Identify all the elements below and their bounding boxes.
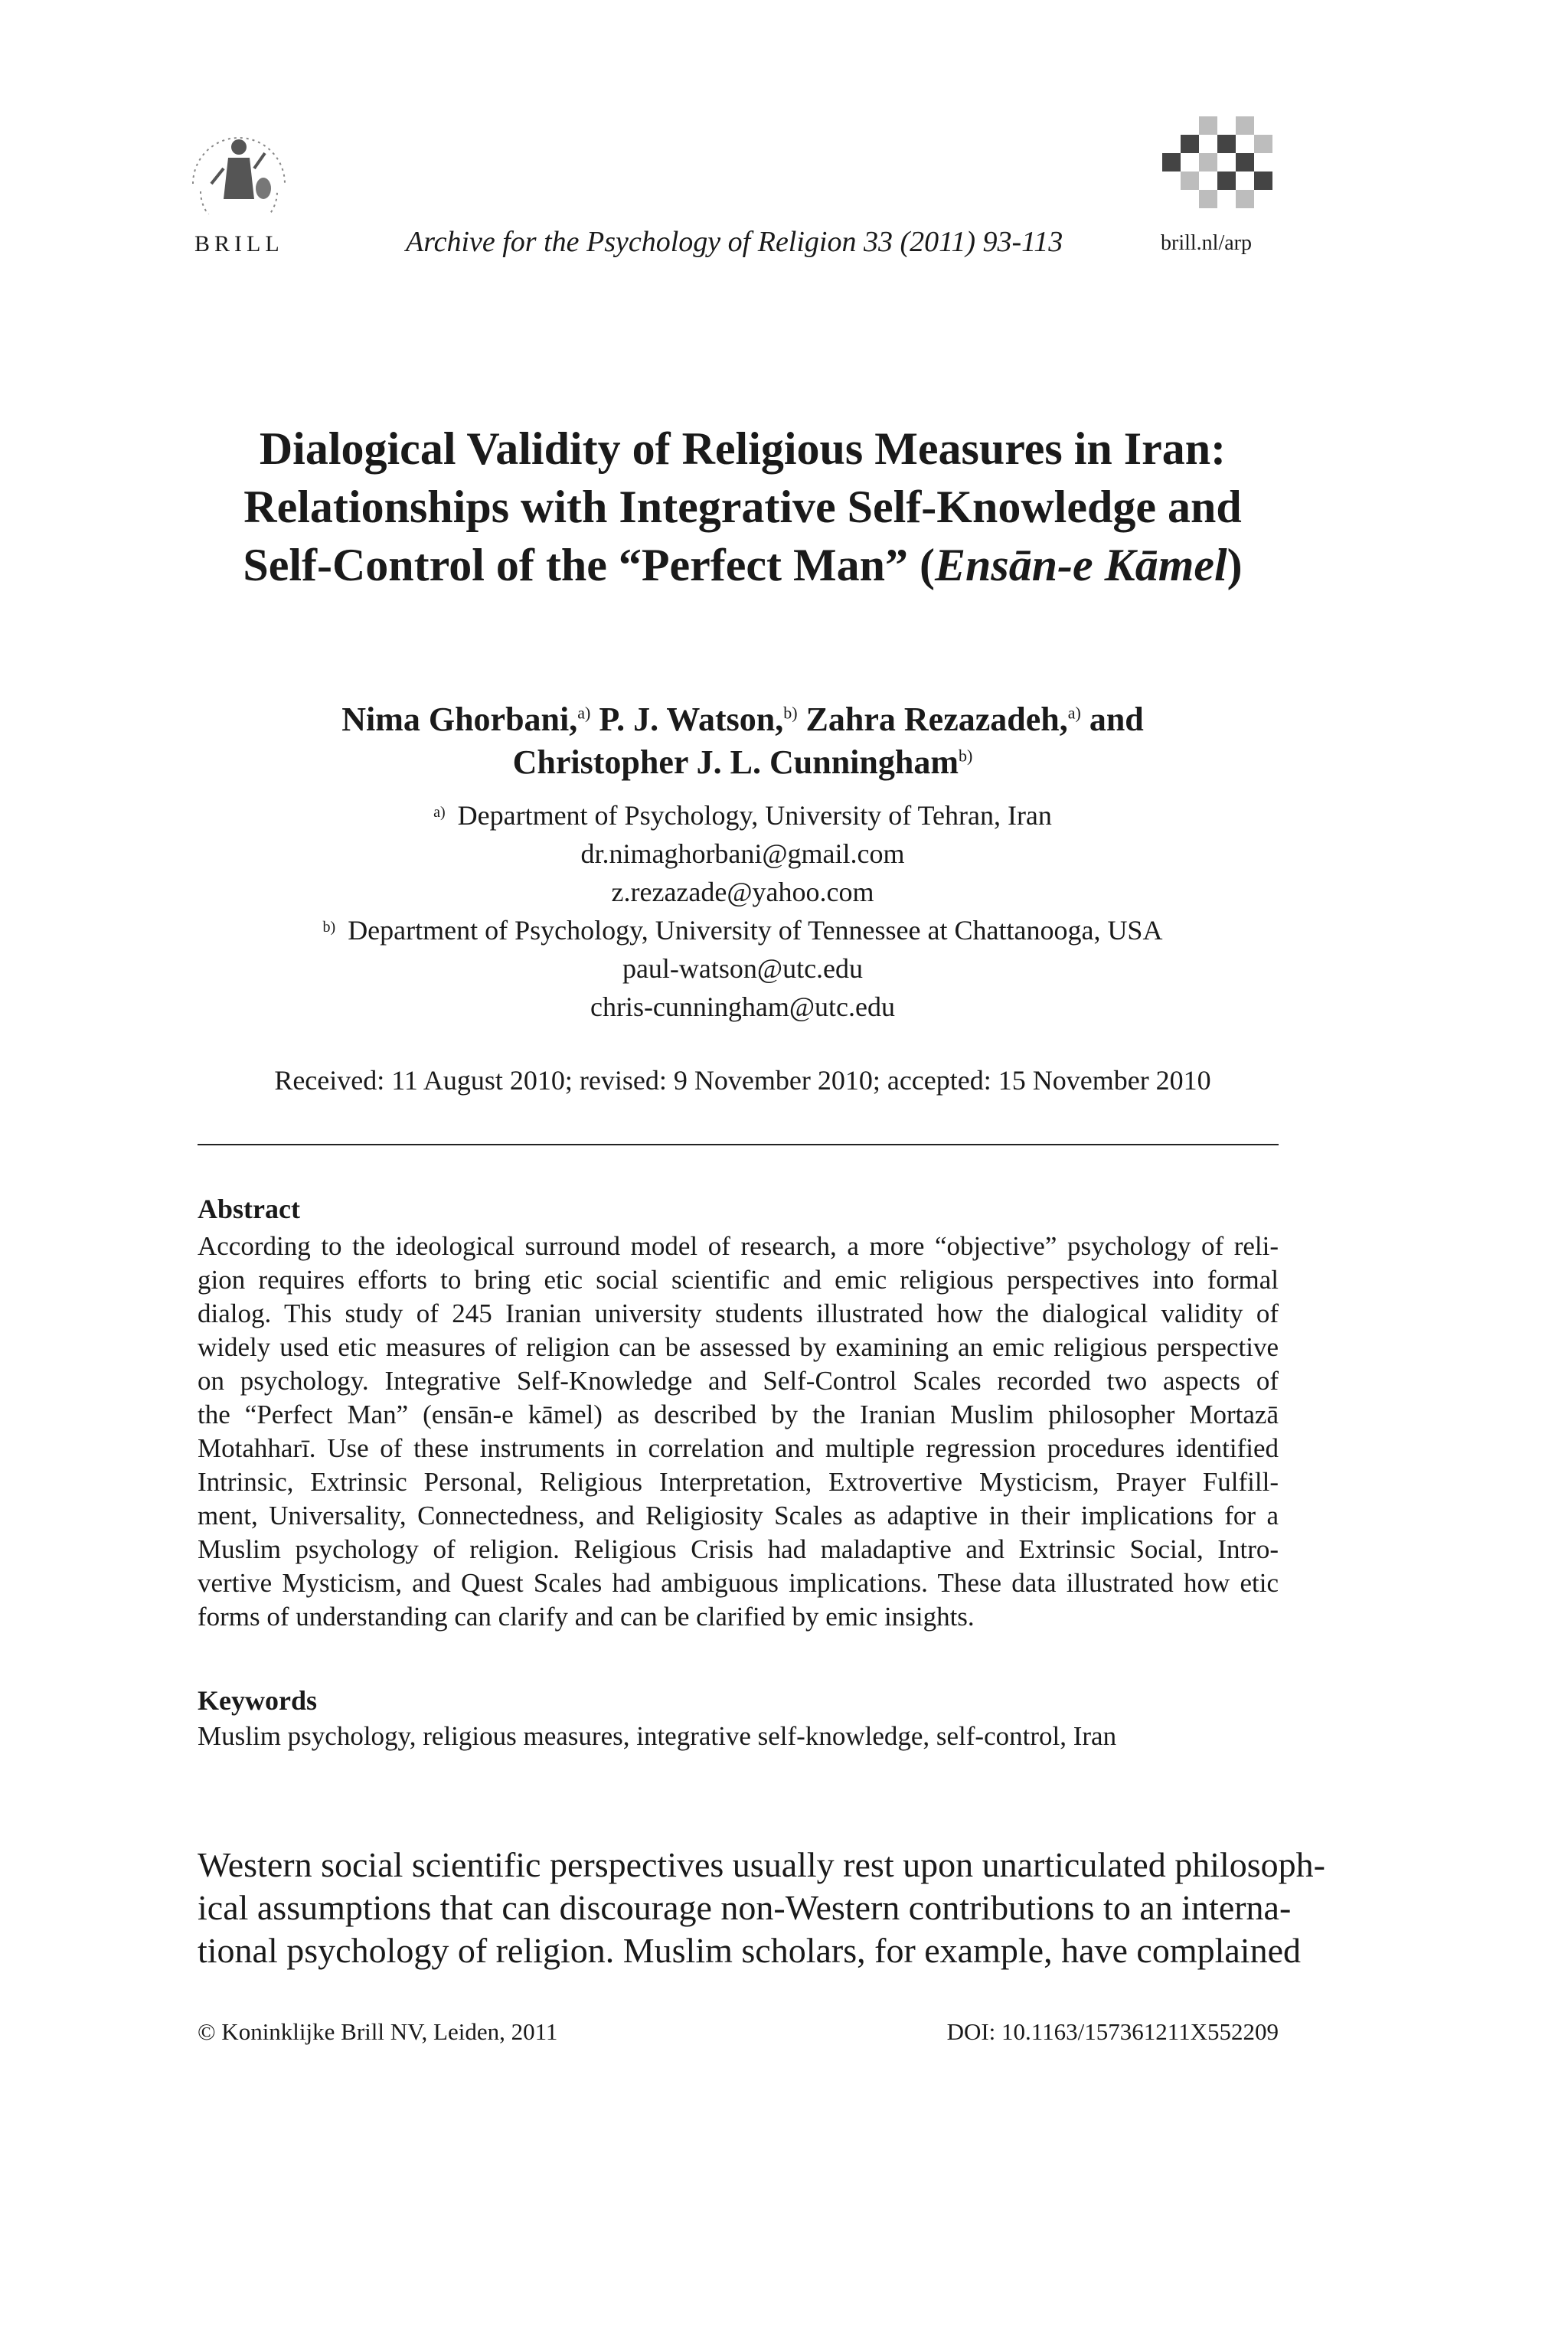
keywords-heading: Keywords — [198, 1685, 317, 1716]
email-watson[interactable]: paul-watson@utc.edu — [622, 953, 864, 984]
body-paragraph — [198, 1844, 1325, 1972]
affiliation-a-mark: a) — [433, 804, 446, 821]
author-3: Zahra Rezazadeh, — [797, 701, 1068, 738]
author-2: P. J. Watson, — [590, 701, 784, 738]
abstract-heading: Abstract — [198, 1194, 300, 1224]
abstract-body — [198, 1230, 1279, 1634]
affiliation-a-dept: Department of Psychology, University of Tehran, Iran — [457, 800, 1052, 831]
title-line-3-prefix: Self-Control of the “Perfect Man” ( — [243, 540, 935, 590]
publisher-wordmark: BRILL — [194, 231, 284, 256]
title-line-3-suffix: ) — [1227, 540, 1243, 590]
author-and: and — [1080, 701, 1144, 738]
author-4: Christopher J. L. Cunningham — [512, 743, 959, 781]
abstract-line: dialog. This study of 245 Iranian university students illustrated how the dialogical validity of — [198, 1298, 1279, 1328]
author-2-mark: b) — [783, 703, 798, 723]
body-line: tional psychology of religion. Muslim scholars, for example, have complained — [198, 1931, 1302, 1970]
article-title — [115, 420, 1370, 594]
author-list — [115, 698, 1370, 784]
abstract-line: forms of understanding can clarify and can be clarified by emic insights. — [198, 1602, 975, 1632]
submission-dates: Received: 11 August 2010; revised: 9 November 2010; accepted: 15 November 2010 — [274, 1065, 1211, 1096]
affiliations — [115, 796, 1370, 1026]
abstract-line: vertive Mysticism, and Quest Scales had ambiguous implications. These data illustrated how etic — [198, 1568, 1279, 1598]
author-1-mark: a) — [577, 703, 591, 723]
author-line-2 — [115, 741, 1370, 784]
abstract-line: Intrinsic, Extrinsic Personal, Religious Interpretation, Extrovertive Mysticism, Prayer Fulfill- — [198, 1467, 1279, 1497]
author-line-1 — [115, 698, 1370, 741]
affiliation-a — [115, 796, 1370, 835]
body-line: Western social scientific perspectives usually rest upon unarticulated philosoph- — [198, 1845, 1325, 1884]
abstract-line: Muslim psychology of religion. Religious Crisis had maladaptive and Extrinsic Social, Intro- — [198, 1534, 1279, 1564]
email-ghorbani[interactable]: dr.nimaghorbani@gmail.com — [580, 838, 905, 869]
author-4-mark: b) — [959, 746, 973, 766]
keywords-list: Muslim psychology, religious measures, integrative self-knowledge, self-control, Iran — [198, 1721, 1117, 1751]
email-rezazadeh[interactable]: z.rezazade@yahoo.com — [611, 877, 874, 907]
journal-reference: Archive for the Psychology of Religion 33 (2011) 93-113 — [406, 226, 1063, 258]
author-1: Nima Ghorbani, — [341, 701, 578, 738]
abstract-line: According to the ideological surround model of research, a more “objective” psychology of reli- — [198, 1231, 1279, 1261]
abstract-line: Motahharī. Use of these instruments in correlation and multiple regression procedures identified — [198, 1433, 1279, 1463]
author-3-mark: a) — [1067, 703, 1081, 723]
affiliation-b — [115, 911, 1370, 949]
journal-url: brill.nl/arp — [1161, 231, 1252, 255]
abstract-line: the “Perfect Man” (ensān-e kāmel) as described by the Iranian Muslim philosopher Mortazā — [198, 1400, 1279, 1429]
title-line-3 — [115, 536, 1370, 594]
title-italic-term: Ensān-e Kāmel — [934, 540, 1227, 590]
abstract-line: gion requires efforts to bring etic social scientific and emic religious perspectives into formal — [198, 1265, 1279, 1295]
brill-seal-icon — [178, 115, 300, 214]
title-line-2: Relationships with Integrative Self-Knowledge and — [243, 482, 1242, 532]
copyright-notice: © Koninklijke Brill NV, Leiden, 2011 — [198, 2018, 558, 2045]
title-line-1: Dialogical Validity of Religious Measures in Iran: — [259, 423, 1227, 474]
pixel-mosaic-logo-icon — [1162, 116, 1279, 211]
abstract-line: ment, Universality, Connectedness, and Religiosity Scales as adaptive in their implications for a — [198, 1501, 1279, 1530]
doi-reference[interactable]: DOI: 10.1163/157361211X552209 — [946, 2018, 1279, 2045]
body-line: ical assumptions that can discourage non-Western contributions to an interna- — [198, 1888, 1292, 1927]
affiliation-b-mark: b) — [322, 919, 336, 936]
abstract-line: widely used etic measures of religion can be assessed by examining an emic religious perspective — [198, 1332, 1279, 1362]
affiliation-b-dept: Department of Psychology, University of Tennessee at Chattanooga, USA — [348, 915, 1163, 946]
email-cunningham[interactable]: chris-cunningham@utc.edu — [590, 991, 896, 1022]
abstract-line: on psychology. Integrative Self-Knowledge and Self-Control Scales recorded two aspects of — [198, 1366, 1279, 1396]
section-divider — [198, 1144, 1279, 1145]
